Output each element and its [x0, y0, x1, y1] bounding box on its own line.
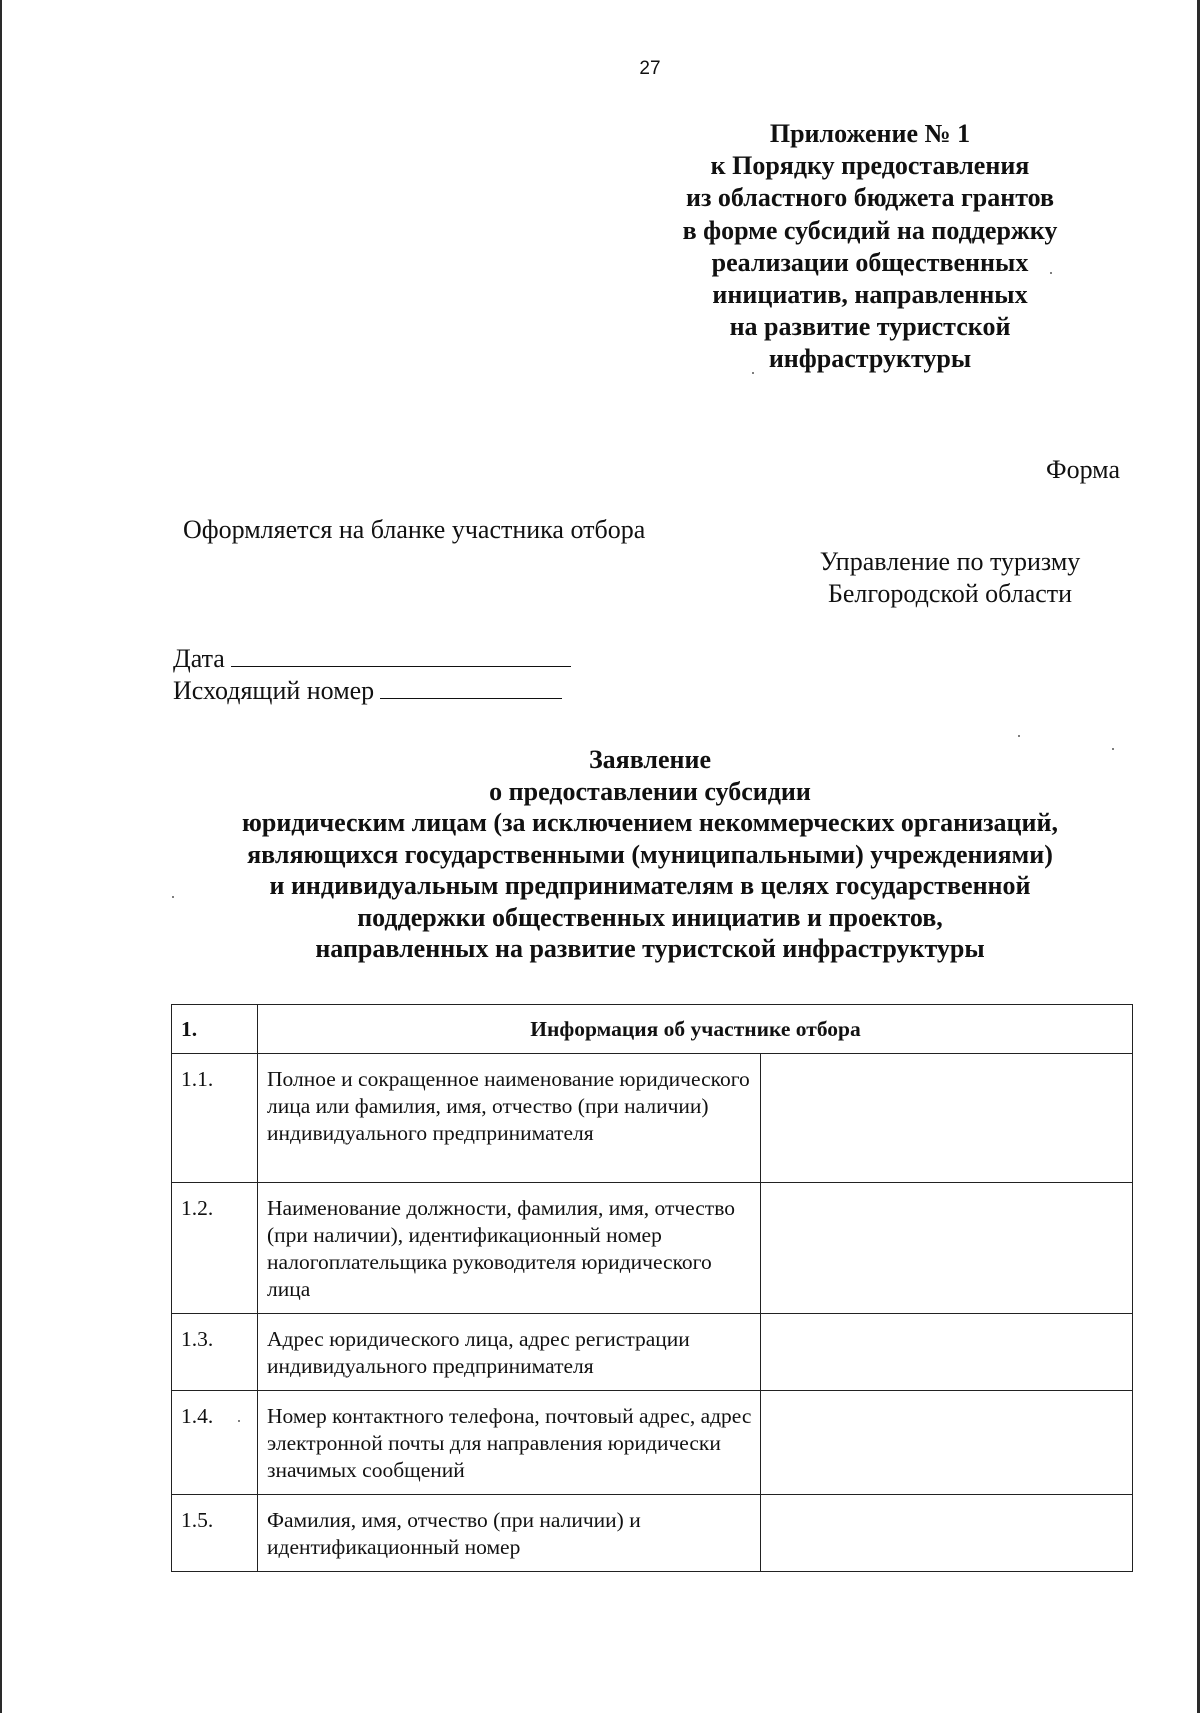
row-value-cell[interactable] — [761, 1054, 1133, 1183]
row-value-cell[interactable] — [761, 1314, 1133, 1391]
row-value-cell[interactable] — [761, 1391, 1133, 1495]
statement-line: направленных на развитие туристской инфраструктуры — [315, 934, 985, 963]
row-label-cell: Номер контактного телефона, почтовый адрес, адрес электронной почты для направления юридически значимых сообщений — [258, 1391, 761, 1495]
date-label: Дата — [173, 644, 225, 673]
table-row — [172, 1183, 1133, 1314]
scan-speck — [752, 372, 754, 374]
statement-line: о предоставлении субсидии — [489, 776, 811, 806]
row-value-cell[interactable] — [761, 1183, 1133, 1314]
statement-line: юридическим лицам (за исключением некоммерческих организаций, — [242, 808, 1058, 837]
row-number-cell: 1.1. — [172, 1054, 258, 1183]
appendix-line: инициатив, направленных — [712, 280, 1028, 310]
row-value-cell[interactable] — [761, 1495, 1133, 1572]
appendix-line: Приложение № 1 — [769, 119, 971, 148]
addressee-line: Управление по туризму — [819, 547, 1081, 576]
row-label-cell: Полное и сокращенное наименование юридического лица или фамилия, имя, отчество (при наличии) индивидуального предпринимателя — [258, 1054, 761, 1183]
table-row — [172, 1495, 1133, 1572]
table-row — [172, 1314, 1133, 1391]
scan-speck — [1050, 272, 1052, 274]
table-header-row — [172, 1005, 1133, 1054]
appendix-line: реализации общественных — [711, 247, 1029, 277]
row-label-cell: Адрес юридического лица, адрес регистрации индивидуального предпринимателя — [258, 1314, 761, 1391]
page-number: 27 — [639, 58, 661, 79]
statement-line: являющихся государственными (муниципальными) учреждениями) — [247, 839, 1053, 869]
table-row — [172, 1391, 1133, 1495]
statement-line: и индивидуальным предпринимателям в целях государственной — [269, 871, 1031, 900]
statement-line: Заявление — [588, 745, 712, 774]
scan-speck — [238, 1420, 240, 1422]
scan-edge-left — [0, 0, 2, 1713]
outgoing-number-field — [173, 675, 571, 707]
date-field — [173, 643, 571, 675]
scan-speck — [1112, 748, 1114, 750]
row-label-cell: Наименование должности, фамилия, имя, отчество (при наличии), идентификационный номер налогоплательщика руководителя юридического лица — [258, 1183, 761, 1314]
appendix-line: инфраструктуры — [768, 344, 972, 374]
appendix-line: к Порядку предоставления — [710, 151, 1030, 181]
statement-line: поддержки общественных инициатив и проектов, — [357, 902, 943, 932]
table-row — [172, 1054, 1133, 1183]
row-number-cell: 1.4. — [172, 1391, 258, 1495]
addressee-line: Белгородской области — [827, 579, 1073, 608]
row-number-cell: 1.5. — [172, 1495, 258, 1572]
appendix-heading — [640, 118, 1100, 376]
appendix-line: на развитие туристской — [729, 312, 1011, 342]
addressee — [770, 546, 1130, 610]
header-title-cell: Информация об участнике отбора — [258, 1005, 1133, 1054]
appendix-line: в форме субсидий на поддержку — [682, 215, 1058, 245]
participant-info-table — [171, 1004, 1133, 1572]
date-block — [173, 643, 571, 707]
form-label: Форма — [1046, 455, 1120, 484]
scan-speck — [1018, 735, 1020, 737]
outgoing-number-fill-line[interactable] — [380, 676, 562, 699]
scan-speck — [172, 896, 174, 898]
outgoing-number-label: Исходящий номер — [173, 676, 375, 705]
date-fill-line[interactable] — [231, 644, 571, 667]
row-number-cell: 1.2. — [172, 1183, 258, 1314]
statement-title — [150, 744, 1150, 965]
header-number-cell: 1. — [172, 1005, 258, 1054]
row-label-cell: Фамилия, имя, отчество (при наличии) и идентификационный номер — [258, 1495, 761, 1572]
row-number-cell: 1.3. — [172, 1314, 258, 1391]
blank-note: Оформляется на бланке участника отбора — [183, 515, 646, 544]
appendix-line: из областного бюджета грантов — [685, 183, 1055, 213]
